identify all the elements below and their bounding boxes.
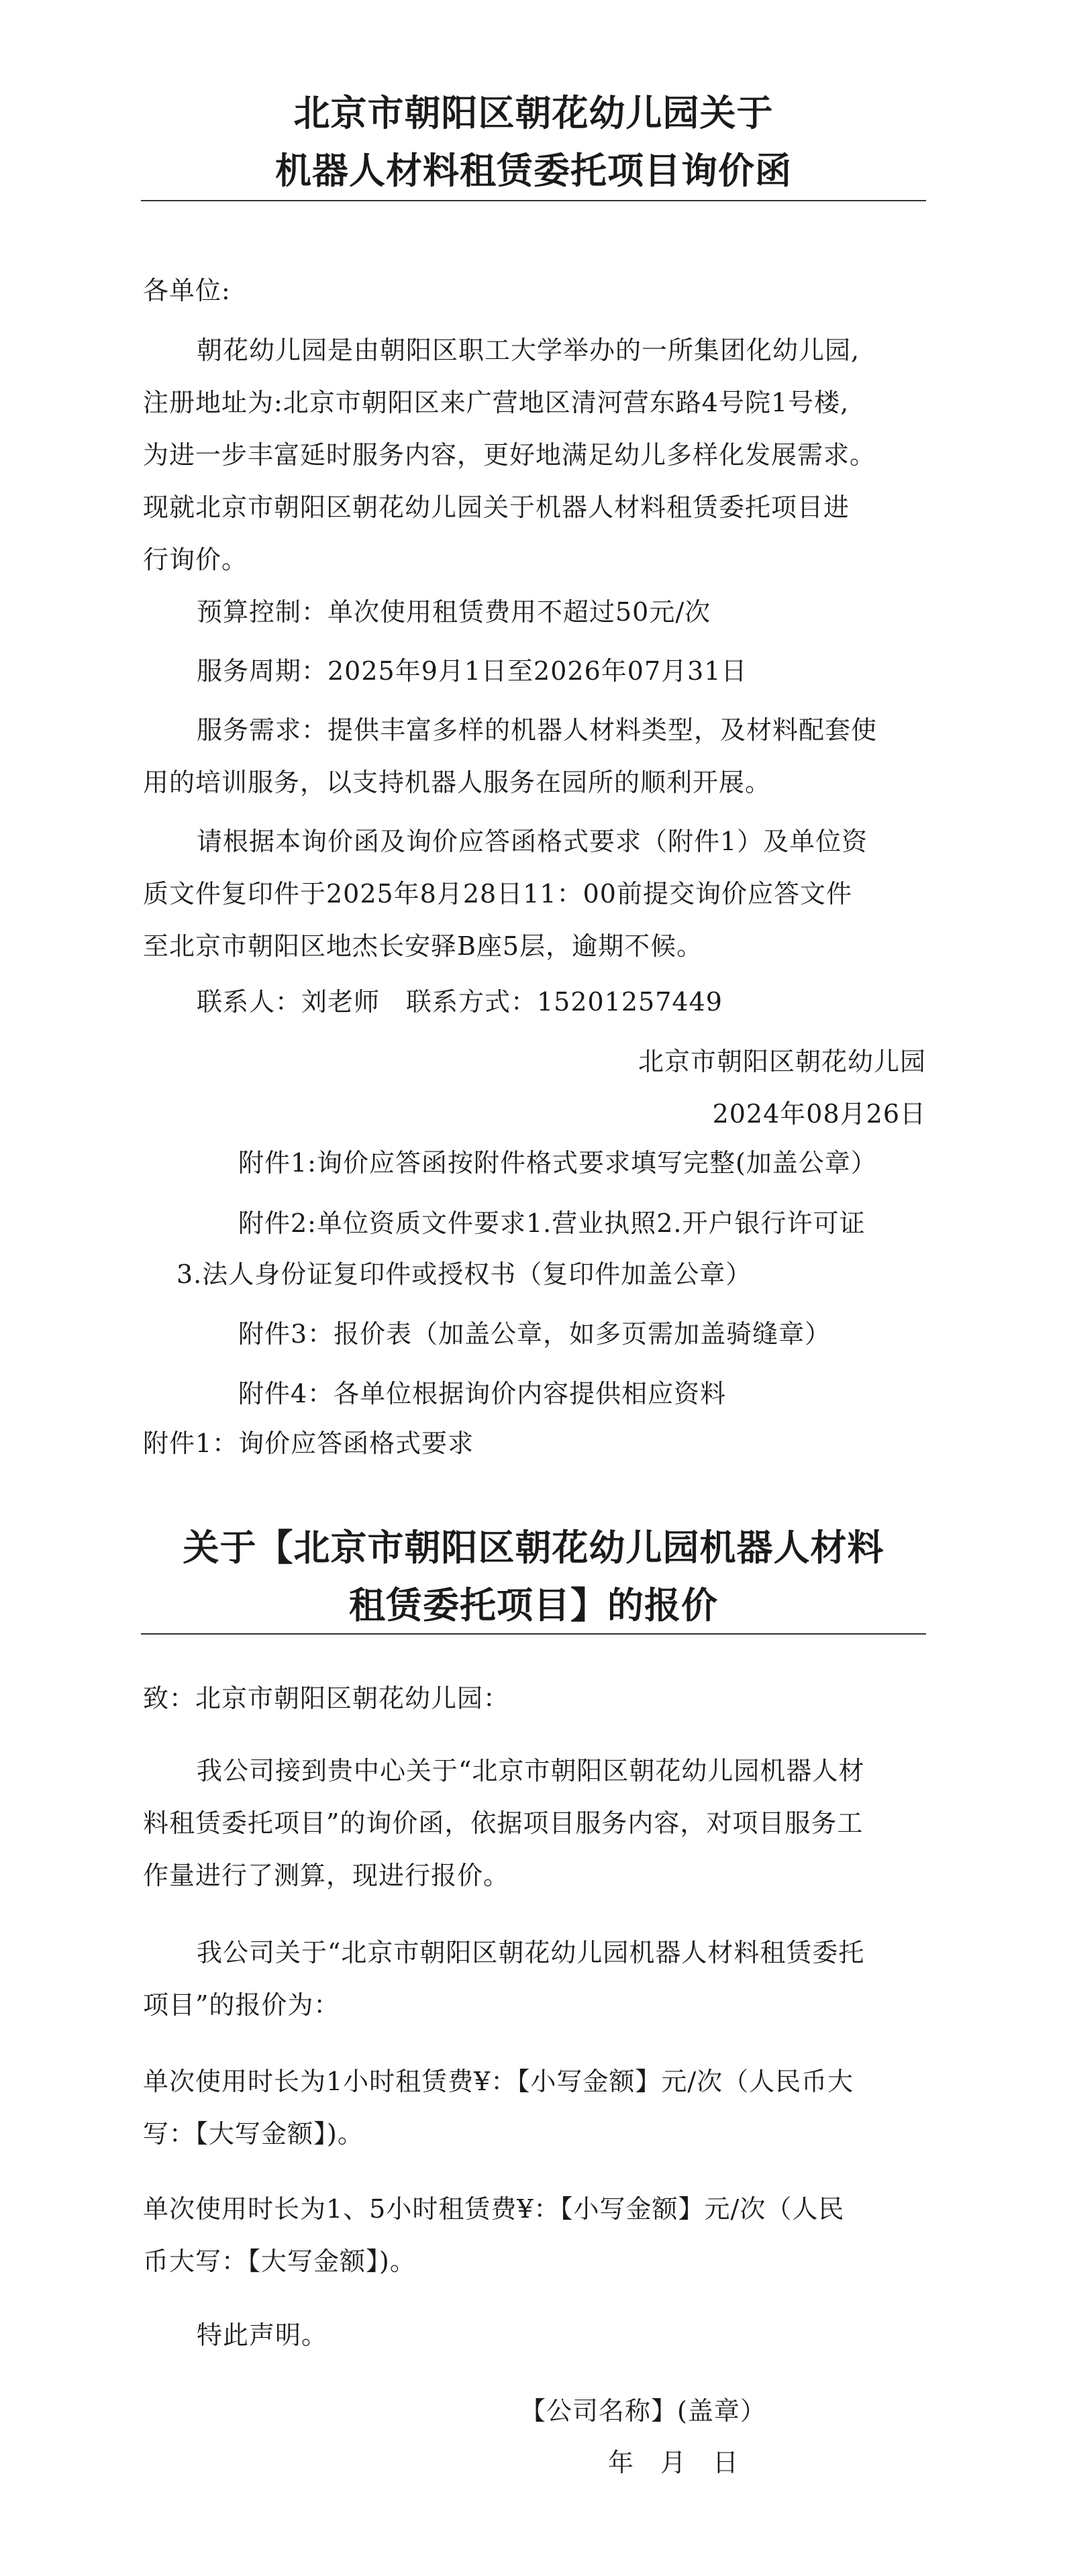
title-divider [141, 1633, 926, 1635]
quote-1-5-hour-line: 单次使用时长为1、5小时租赁费¥：【小写金额】元/次（人民 [143, 2194, 845, 2224]
intro-line: 注册地址为:北京市朝阳区来广营地区清河营东路4号院1号楼, [143, 388, 850, 417]
attachment-line: 3.法人身份证复印件或授权书（复印件加盖公章） [176, 1259, 752, 1289]
intro-line: 朝花幼儿园是由朝阳区职工大学举办的一所集团化幼儿园, [197, 336, 860, 365]
inquiry-title-line-1: 北京市朝阳区朝花幼儿园关于 [293, 92, 774, 134]
quote-1-hour-line: 写：【大写金额】)。 [143, 2119, 364, 2149]
issue-date: 2024年08月26日 [712, 1099, 926, 1129]
quote-paragraph-line: 我公司关于“北京市朝阳区朝花幼儿园机器人材料租赁委托 [197, 1938, 865, 1967]
submission-line: 请根据本询价函及询价应答函格式要求（附件1）及单位资 [197, 827, 868, 856]
attachment-line: 附件2:单位资质文件要求1.营业执照2.开户银行许可证 [238, 1208, 866, 1238]
title-divider [141, 200, 926, 201]
date-blank: 年 月 日 [608, 2448, 740, 2477]
attachment-line: 附件1:询价应答函按附件格式要求填写完整(加盖公章） [238, 1148, 877, 1178]
budget-control: 预算控制：单次使用租赁费用不超过50元/次 [197, 597, 711, 627]
quote-paragraph-line: 作量进行了测算，现进行报价。 [143, 1861, 510, 1890]
submission-line: 质文件复印件于2025年8月28日11：00前提交询价应答文件 [143, 879, 852, 909]
intro-line: 行询价。 [143, 545, 248, 574]
quote-1-5-hour-line: 币大写：【大写金额】)。 [143, 2247, 416, 2276]
quote-paragraph-line: 项目”的报价为： [143, 1990, 340, 2020]
intro-line: 为进一步丰富延时服务内容，更好地满足幼儿多样化发展需求。 [143, 440, 876, 470]
contact-info: 联系人：刘老师 联系方式：15201257449 [197, 987, 723, 1017]
issuer-name: 北京市朝阳区朝花幼儿园 [638, 1047, 926, 1076]
service-period: 服务周期：2025年9月1日至2026年07月31日 [197, 656, 748, 686]
quote-title-line-1: 关于【北京市朝阳区朝花幼儿园机器人材料 [183, 1527, 884, 1569]
quote-title-line-2: 租赁委托项目】的报价 [349, 1584, 718, 1627]
attachment-line: 附件4：各单位根据询价内容提供相应资料 [238, 1379, 727, 1408]
company-seal: 【公司名称】(盖章） [520, 2396, 766, 2426]
inquiry-title-line-2: 机器人材料租赁委托项目询价函 [275, 150, 792, 192]
service-demand-line: 服务需求：提供丰富多样的机器人材料类型，及材料配套使 [197, 715, 878, 745]
attachment-line: 附件3：报价表（加盖公章，如多页需加盖骑缝章） [238, 1319, 831, 1349]
service-demand-line: 用的培训服务，以支持机器人服务在园所的顺利开展。 [143, 768, 772, 797]
quote-1-hour-line: 单次使用时长为1小时租赁费¥：【小写金额】元/次（人民币大 [143, 2067, 854, 2096]
submission-line: 至北京市朝阳区地杰长安驿B座5层，逾期不候。 [143, 931, 703, 961]
salutation: 各单位: [143, 276, 231, 305]
quote-paragraph-line: 我公司接到贵中心关于“北京市朝阳区朝花幼儿园机器人材 [197, 1756, 865, 1786]
quote-paragraph-line: 料租赁委托项目”的询价函，依据项目服务内容，对项目服务工 [143, 1808, 864, 1838]
declaration: 特此声明。 [197, 2320, 328, 2350]
addressee: 致：北京市朝阳区朝花幼儿园： [143, 1684, 510, 1713]
intro-line: 现就北京市朝阳区朝花幼儿园关于机器人材料租赁委托项目进 [143, 493, 850, 522]
attachment-1-heading: 附件1：询价应答函格式要求 [143, 1429, 474, 1458]
